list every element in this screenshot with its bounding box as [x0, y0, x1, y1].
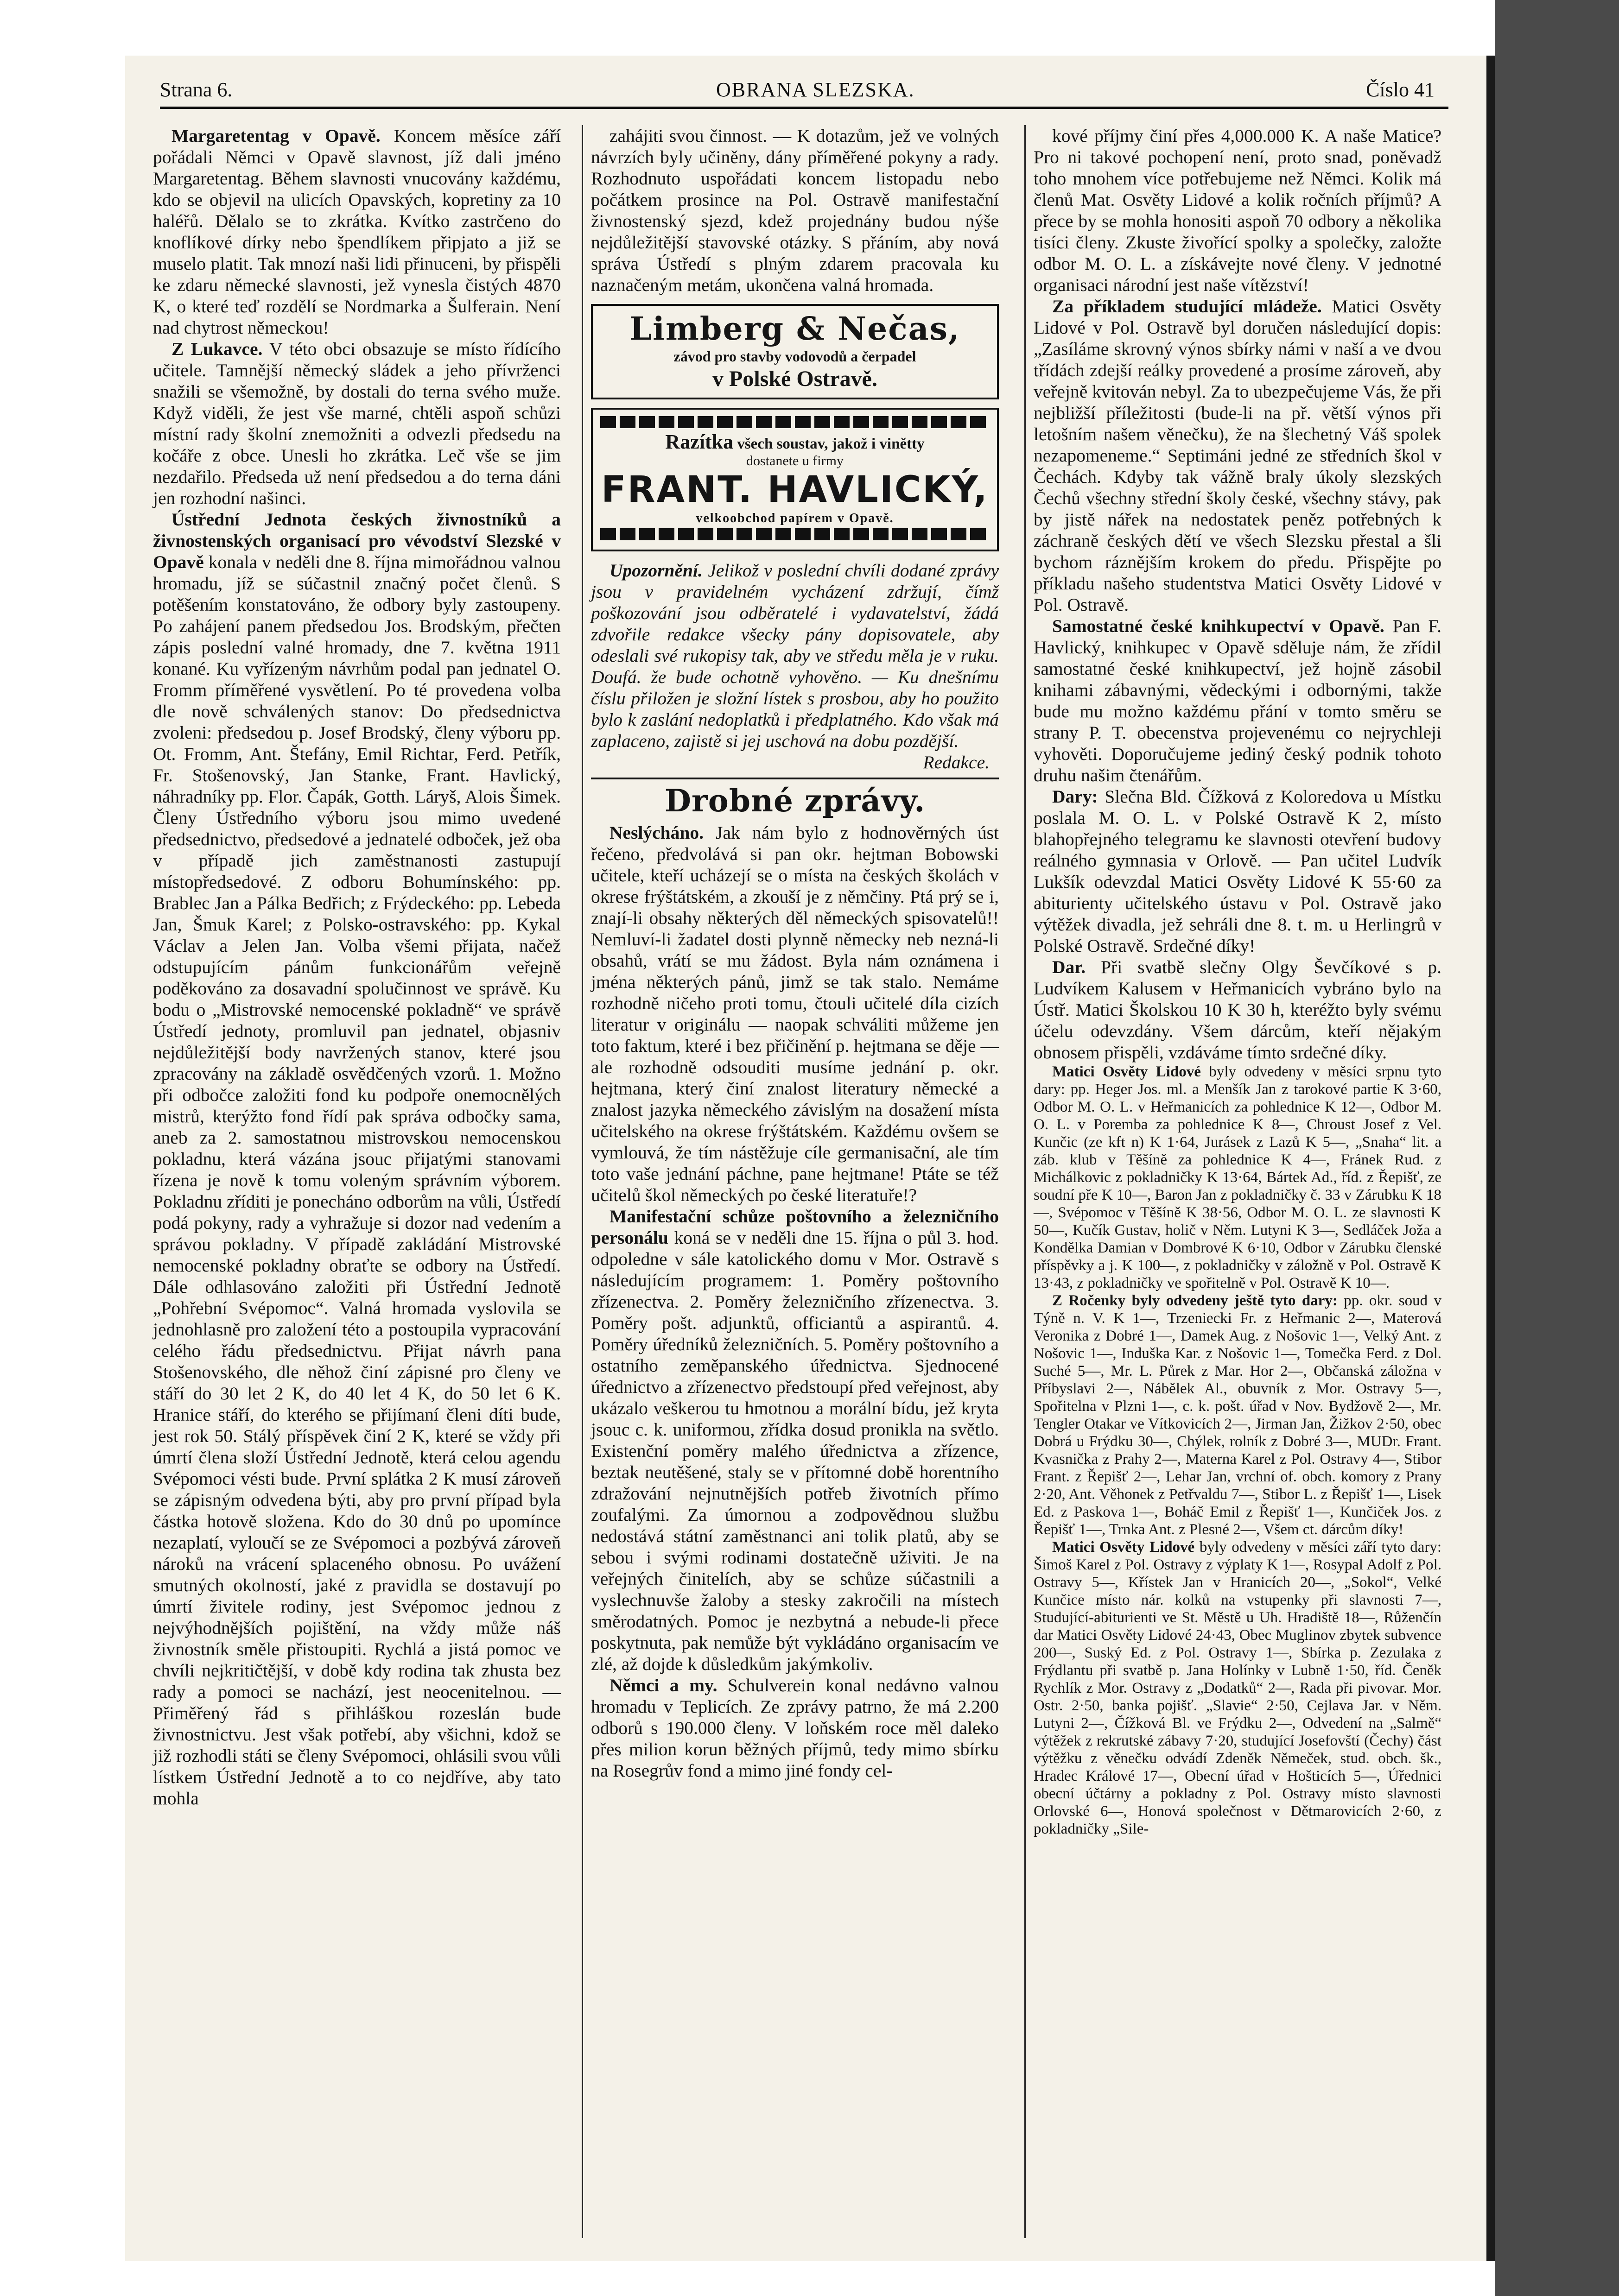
column-1 — [153, 125, 561, 1809]
page-number: Strana 6. — [160, 78, 233, 101]
article-text: byly odvedeny v měsíci září tyto dary: Šimoš Karel z Pol. Ostravy z výplaty K 1—, Rosypal Adolf z Pol. Ostravy 5—, Křístek Jan v Hranicích 20—, „Sokol“, Velké Kunčice místo nár. kolků na vstupenky při slavnosti 7—, Studující-abiturienti ve St. Městě u Uh. Hradiště 18—, Růženčín dar Matici Osvěty Lidové 24·43, Obec Muglinov zbytek subvence 200—, Suský Ed. z Pol. Ostravy 1—, Sbírka p. Zezulaka z Frýdlantu při svatbě p. Jana Holínky v Lubně 1·50, říd. Čeněk Rychlík z Mor. Ostravy z „Dodatků“ 2—, Rada při pivovar. Mor. Ostr. 2·50, banka pojišť. „Slavie“ 2·50, Cejlava Jar. v Něm. Lutyni 2—, Čížková Bl. ve Frýdku 2—, Odvedení na „Salmě“ výtěžek z rekrutské zábavy 7·20, studující Josefovští (Čechy) část výtěžku z věnečku odvádí Zdeněk Němeček, stud. obch. šk., Hradec Králové 17—, Obecní úřad v Hošticích 5—, Úřednici obecní účtárny a pokladny z Pol. Ostravy místo slavnosti Orlovské 6—, Honová společnost v Dětmarovicích 2·60, z pokladničky „Sile- — [1034, 1539, 1441, 1837]
article-neslychano — [591, 822, 999, 1206]
article-manifestacni-schuze — [591, 1206, 999, 1675]
article-text: Jak nám bylo z hodnověrných úst řečeno, předvolává si pan okr. hejtman Bobowski učitele, kteří ucházejí se o místa na českých školách v okrese frýštátském, a zkouší je z němčiny. Ptá prý se i, znají-li obsahy některých děl německých spisovatelů!! Nemluví-li žadatel dosti plynně německy neb nezná-li obsahů, vrátí se mu žádost. Byla nám oznámena i jména některých pánů, jimž se tak stalo. Nemáme rozhodně ničeho proti tomu, čtouli učitelé díla cizích literatur v originálu — naopak schváliti můžeme jen toto faktum, které i bez přičinění p. hejtmana se děje — ale rozhodně odsouditi musíme jednání p. okr. hejtmana, který činí znalost literatury německé a znalost jazyka německého závislým na dosažení místa učitelského na okrese frýštátském. Každému ovšem se vymlouvá, že tím nástěžuje cíle germanisační, ale tím toto vaše jednání páchne, pane hejtmane! Ptáte se též učitelů škol německých po české literatuře!? — [591, 822, 999, 1205]
article-heading: Margaretentag v Opavě. — [171, 126, 381, 146]
column-3 — [1034, 125, 1441, 1838]
editorial-notice — [591, 560, 999, 779]
article-heading: Dary: — [1052, 786, 1098, 807]
ad-company-name: FRANT. HAVLICKÝ, — [601, 469, 989, 511]
article-lukavec — [153, 338, 561, 509]
article-heading: Neslýcháno. — [610, 822, 704, 843]
column-rule — [582, 125, 583, 2238]
article-text: koná se v neděli dne 15. října o půl 3. hod. odpoledne v sále katolického domu v Mor. Ostravě s následujícím programem: 1. Poměry poštovního zřízenectva. 2. Poměry železničního zřízenectva. 3. Poměry pošt. adjunktů, officiantů a aspirantů. 4. Poměry úředníků železničních. 5. Poměry poštovního a ostatního zeměpanského úřednictva. Sjednocené úřednictvo a zřízenectvo předstoupí před veřejnost, aby ukázalo veškerou tu hmotnou a morální bídu, jež kryta jsouc c. k. uniformou, zřídka dosud pronikla na světlo. Existenční poměry malého úřednictva a zřízence, beztak neutěšené, staly se v přítomné době horentního zdražování nejnutnějších potřeb životních přímo zoufalými. Za úmornou a zodpovědnou službu nedostává státní zaměstnanci ani tolik platů, aby se sebou i svými rodinami dostatečně uživiti. Je na veřejných činitelích, aby se schůze súčastnili a vyslechnuvše žaloby a stesky zakročili na místech směrodatných. Pomoc je nezbytná a nebude-li přece poskytnuta, pak nemůže být vykládáno organisacím ve zlé, až dojde k důsledkům jakýmkoliv. — [591, 1227, 999, 1674]
page-header — [160, 70, 1448, 109]
article-text: byly odvedeny v měsíci srpnu tyto dary: pp. Heger Jos. ml. a Menšík Jan z tarokové partie K 3·60, Odbor M. O. L. v Heřmanicích za pohlednice K 12—, Odbor M. O. L. v Poremba za pohlednice K 8—, Chroust Josef z Vel. Kunčic (ze kft n) K 1·64, Jurásek z Lazů K 5—, „Snaha“ lit. a záb. klub v Těšíně za pohlednice K 4—, Fránek Rud. z Michálkovic z pokladničky K 13·64, Bártek Ad., říd. z Řepišť, ze soudní pře K 10—, Baron Jan z pokladničky č. 33 v Zárubku K 18—, Svépomoc v Těšíně K 38·56, Odbor M. O. L. ze slavnosti K 50—, Kučík Gustav, holič v Něm. Lutyni K 3—, Sedláček Joža a Kondělka Damian v Dombrové K 6·10, Odbor v Zárubku členské příspěvky a j. K 100—, z pokladničky v záložně v Pol. Ostravě K 13·43, z pokladničky ve spořitelně v Pol. Ostravě K 10—. — [1034, 1063, 1442, 1291]
issue-number: Číslo 41 — [1366, 78, 1435, 101]
article-heading: Manifestační schůze poštovního a železničního personálu — [591, 1206, 999, 1248]
article-text: pp. okr. soud v Týně n. V. K 1—, Trzeniecki Fr. z Heřmanic 2—, Materová Veronika z Dobré 1—, Damek Aug. z Nošovic 1—, Velký Ant. z Nošovic 1—, Induška Kar. z Nošovic 1—, Tomečka Ferd. z Dol. Suché 5—, Mr. L. Půrek z Mar. Hor 2—, Občanská záložna v Příbyslavi 2—, Nábělek Al., obuvník z Mor. Ostravy 5—, Spořitelna v Plzni 1—, c. k. pošt. úřad v Nov. Bydžově 2—, Mr. Tengler Otakar ve Vítkovicích 2—, Jirman Jan, Žižkov 2·50, obec Dobrá u Frýdku 30—, Chýlek, rolník z Dobré 3—, MUDr. Frant. Kvasnička z Prahy 2—, Materna Karel z Pol. Ostravy 4—, Stibor Frant. z Řepišť 2—, Lehar Jan, vrchní of. obch. komory z Prany 2·20, Ant. Věhonek z Petřvaldu 7—, Stibor L. z Řepišť 1—, Lisek Ed. z Paskova 1—, Boháč Emil z Řepišť 1—, Kunčiček Jos. z Řepišť 1—, Trnka Ant. z Plesné 2—, Všem ct. dárcům díky! — [1034, 1292, 1441, 1538]
scan-margin-right — [1495, 0, 1619, 2296]
ad-company-name: Limberg & Nečas, — [629, 310, 960, 348]
article-heading: Za příkladem studující mládeže. — [1052, 296, 1322, 316]
ad-ornament — [600, 528, 990, 540]
article-heading: Němci a my. — [610, 1675, 717, 1695]
article-text: V této obci obsazuje se místo řídícího učitele. Tamnější německý sládek a jeho přívrženci snažili se všemožně, by dostali do terna svého muže. Když viděli, že jest vše marné, chtěli aspoň schůzi místní rady školní znemožniti a odvezli předsedu na kočáře z obce. Unesli ho zkrátka. Leč vše se jim nezdařilo. Předseda už není předsedou a do terna dáni jen rozhodní našinci. — [153, 339, 561, 508]
donation-list-rocenka — [1034, 1292, 1441, 1538]
ad-keyword: Razítka — [665, 430, 734, 453]
article-heading: Ústřední Jednota českých živnostníků a živnostenských organisací pro vévodství Slezské v Opavě — [153, 509, 561, 572]
ad-line: dostanete u firmy — [746, 453, 844, 468]
article-text: Pan F. Havlický, knihkupec v Opavě sděluje nám, že zřídil samostatné české knihkupectví, jež hojně zásobil knihami zábavnými, vědeckými i odbornými, takže bude mu možno každému přání v tomto směru se strany P. T. obecenstva projevenému co nejrychleji vyhověti. Doporučujeme jediný český podnik tohoto druhu našim čtenářům. — [1034, 616, 1441, 785]
ad-line: v Polské Ostravě. — [712, 367, 877, 391]
article-dary — [1034, 786, 1441, 956]
ad-line — [600, 430, 990, 453]
article-dar — [1034, 956, 1441, 1063]
article-heading: Matici Osvěty Lidové — [1052, 1539, 1195, 1556]
article-heading: Samostatné české knihkupectví v Opavě. — [1052, 616, 1384, 636]
advertisement-limberg — [591, 304, 999, 399]
ad-line: velkoobchod papírem v Opavě. — [696, 511, 894, 525]
scan-margin-left — [0, 0, 125, 2296]
ad-ornament — [600, 416, 990, 428]
article-knihkupectvi — [1034, 615, 1441, 786]
article-heading: Matici Osvěty Lidové — [1052, 1063, 1201, 1080]
article-text: konala v neděli dne 8. října mimořádnou valnou hromadu, jíž se súčastnil značný počet členů. S potěšením konstatováno, že odbory byly zastoupeny. Po zahájení panem předsedou Jos. Brodským, přečten zápis poslední valné hromady, dne 7. května 1911 konané. Ku vyřízeným návrhům podal pan jednatel O. Fromm příměřené vysvětlení. Po té provedena volba dle nově schválených stanov: Do předsednictva zvoleni: předsedou p. Josef Brodský, členy výboru pp. Ot. Fromm, Ant. Štefány, Emil Richtar, Ferd. Petřík, Fr. Stošenovský, Jan Stanke, Frant. Havlický, náhradníky pp. Flor. Čapák, Gotth. Láryš, Alois Šimek. Členy Ústředního výboru jsou mimo uvedené předsednictvo, předsedové a jednatelé odboček, jež oba v případě jich zaměstnanosti zastupují místopředsedové. Z odboru Bohumínského: pp. Brablec Jan a Pálka Bedřich; z Frýdeckého: pp. Lebeda Jan, Šmuk Karel; z Polsko-ostravského: pp. Kykal Václav a Jelen Jan. Volba všemi přijata, načež odstupujícím pánům funkcionářům veřejně poděkováno za dosavadní spolučinnost ve správě. Ku bodu o „Mistrovské nemocenské pokladně“ ve správě Ústředí jednoty, promluvil pan jednatel, objasniv nejdůležitější body navržených stanov, které jsou zpracovány na základě osvědčených vzorů. 1. Možno při odbočce založiti fond ku podpoře onemocnělých mistrů, kterýžto fond řídí pak správa odbočky sama, aneb za 2. samostatnou mistrovskou nemocenskou pokladnu, která vázána jsouc přijatými stanovami řízena je nově k tomu voleným správním výborem. Pokladnu zříditi je ponecháno odborům na vůli, Ústředí podá pokyny, rady a vyhražuje si dozor nad vedením a správou pokladny. V případě zakládání Mistrovské nemocenské pokladny obraťte se odbory na Ústředí. Dále odhlasováno založiti při Ústřední Jednotě „Pohřební Svépomoc“. Valná hromada vyslovila se jednohlasně pro založení této a postoupila vypracování celého řádu předsednictvu. Přijat návrh pana Stošenovského, dle něhož činí zápisné pro členy ve stáří do 30 let 2 K, do 40 let 4 K, do 50 let 6 K. Hranice stáří, do kterého se přijímaní členi díti bude, jest rok 50. Stálý příspěvek činí 2 K, které se vždy při úmrtí člena složí Ústřední Jednotě, která celou agendu Svépomoci vésti bude. První splátka 2 K musí zároveň se zápisným odvedena býti, aby pro první případ byla částka hotově složena. Kdo do 30 dnů po upomínce nezaplatí, vyloučí se ze Svépomoci a pozbývá zároveň nároků na vrácení splaceného obnosu. Po uvážení smutných okolností, jaké z pravidla se dostavují po úmrtí živitele rodiny, jest Svépomoc jednou z nejvýhodnějších pojištění, na vždy může náš živnostník směle přistoupiti. Rychlá a jistá pomoc ve chvíli nejkritičtější, v době kdy rodina tak zhusta bez rady a pomoci se nachází, jest neocenitelnou. — Přiměřený řád s přihláškou rozeslán bude živnostnictvu. Jest však potřebí, aby všichni, kdož se již rozhodli státi se členy Svépomoci, ohlásili svou vůli lístkem Ústřední Jednotě a to co nejdříve, aby tato mohla — [153, 552, 561, 1809]
article-continuation: zahájiti svou činnost. — K dotazům, jež ve volných návrzích byly učiněny, dány příměřené pokyny a rady. Rozhodnuto uspořádati koncem listopadu nebo počátkem prosince na Pol. Ostravě manifestační živnostenský sjezd, kdež projednány budou nýše nejdůležitější stavovské otázky. S přáním, aby nová správa Ústředí s plným zdarem pracovala ku naznačeným metám, ukončena valná hromada. — [591, 126, 999, 295]
article-text: Koncem měsíce září pořádali Němci v Opavě slavnost, jíž dali jméno Margaretentag. Během slavnosti vnucovány každému, kdo se objevil na ulicích Opavských, kopretiny za 10 haléřů. Dělalo se to zkrátka. Kvítko zastrčeno do knoflíkové dírky nebo špendlíkem připjato a již se muselo platit. Tak mnozí naši lidi přinuceni, by přispěli ke zdaru německé slavnosti, jež vynesla čistých 4870 K, o které teď rozdělí se Nordmarka a Šulferain. Není nad chytrost německou! — [153, 126, 561, 338]
column-rule — [1024, 125, 1026, 2238]
article-heading: Z Ročenky byly odvedeny ještě tyto dary: — [1052, 1292, 1338, 1309]
article-heading: Dar. — [1052, 957, 1086, 977]
article-text: Při svatbě slečny Olgy Ševčíkové s p. Ludvíkem Kalusem v Heřmanicích vybráno bylo na Ústř. Matici Školskou 10 K 30 h, kteréžto byly svému účelu odevzdány. Všem dárcům, kteří nějakým obnosem přispěli, vzdáváme tímto srdečné díky. — [1034, 957, 1442, 1063]
notice-text — [591, 560, 999, 752]
article-studujici-mladez — [1034, 296, 1441, 615]
article-text: Matici Osvěty Lidové v Pol. Ostravě byl doručen následující dopis: „Zasíláme skrovný výnos sbírky námi v naší a ve dvou třídách zdejší reálky provedené a prosíme zároveň, aby veřejně kvitován nebyl. Za to ubezpečujeme Vás, že při nejbližší příležitosti (bude-li na př. větší výnos při letošním našem věnečku), že na šlechetný Váš spolek nezapomeneme.“ Septimáni jedné ze středních škol v Čechách. Kdyby tak vážně braly úkoly slezských Čechů všechny střední školy české, všechny stávy, pak by jistě nářek na nedostatek peněz potřebných k záchraně českých dětí ve všech Slezsku přestal a šli bychom rázněјším krokem do předu. Přispějte po příkladu našeho studentstva Matici Osvěty Lidové v Pol. Ostravě. — [1034, 296, 1441, 615]
article-heading: Z Lukavce. — [171, 339, 263, 359]
advertisement-havlicky — [591, 408, 999, 551]
donation-list-zari — [1034, 1538, 1441, 1838]
newspaper-page — [125, 56, 1495, 2261]
notice-body: Jelikož v poslední chvíli dodané zprávy jsou v pravidelném vycházení zdržují, čímž poškozování jsou odběratelé i vydavatelství, žádá zdvořile redakce všecky pány dopisovatele, aby odeslali své rukopisy tak, aby ve středu měla je v ruku. Doufá. že bude ochotně vyhověno. — Ku dnešnímu číslu přiložen je složní lístek s prosbou, aby ho použito bylo k zaslání nedoplatků i předplatného. Kdo však má zaplaceno, zajistě si jej uschová na dobu pozdější. — [591, 560, 999, 751]
article-continuation: kové příjmy činí přes 4,000.000 K. A naše Matice? Pro ni takové pochopení není, proto snad, poněvadž toho mnohem více potřebujeme než Němci. Kolik má členů Mat. Osvěty Lidové a kolik ročních příjmů? A přece by se mohla honositi aspoň 70 odbory a několika tisíci členy. Zkuste živořící spolky a společky, založte odbor M. O. L. a získávejte nové členy. V jednotné organisaci národní jest naše vítězství! — [1034, 126, 1441, 295]
article-nemci-a-my — [591, 1675, 999, 1781]
notice-signature: Redakce. — [923, 752, 990, 772]
section-title: Drobné zprávy. — [664, 783, 926, 819]
article-text: Slečna Bld. Čížková z Koloredova u Místku poslala M. O. L. v Polské Ostravě K 2, místo blahopřejného telegramu ke slavnosti otevření budovy reálného gymnasia v Orlově. — Pan učitel Ludvík Lukšík odevzdal Matici Osvěty Lidové K 55·60 za abiturienty učitelského ústavu v Pol. Ostravě jako výtěžek divadla, jež sehráli dne 8. t. m. u Herlingrů v Polské Ostravě. Srdečné díky! — [1034, 786, 1441, 956]
article-text: Schulverein konal nedávno valnou hromadu v Teplicích. Ze zprávy patrno, že má 2.200 odborů s 190.000 členy. V loňském roce měl daleko přes milion korun běžných příjmů, tedy mimo sbírku na Rosegrův fond a mimo jiné fondy cel- — [591, 1675, 999, 1781]
donation-list-srpen — [1034, 1063, 1441, 1292]
ad-line: závod pro stavby vodovodů a čerpadel — [673, 348, 916, 365]
column-2 — [591, 125, 999, 1781]
ad-text: všech soustav, jakož i vinětty — [737, 436, 925, 452]
article-jednota — [153, 509, 561, 1809]
article-margaretentag — [153, 125, 561, 338]
newspaper-title: OBRANA SLEZSKA. — [716, 78, 915, 101]
notice-title: Upozornění. — [610, 560, 703, 581]
